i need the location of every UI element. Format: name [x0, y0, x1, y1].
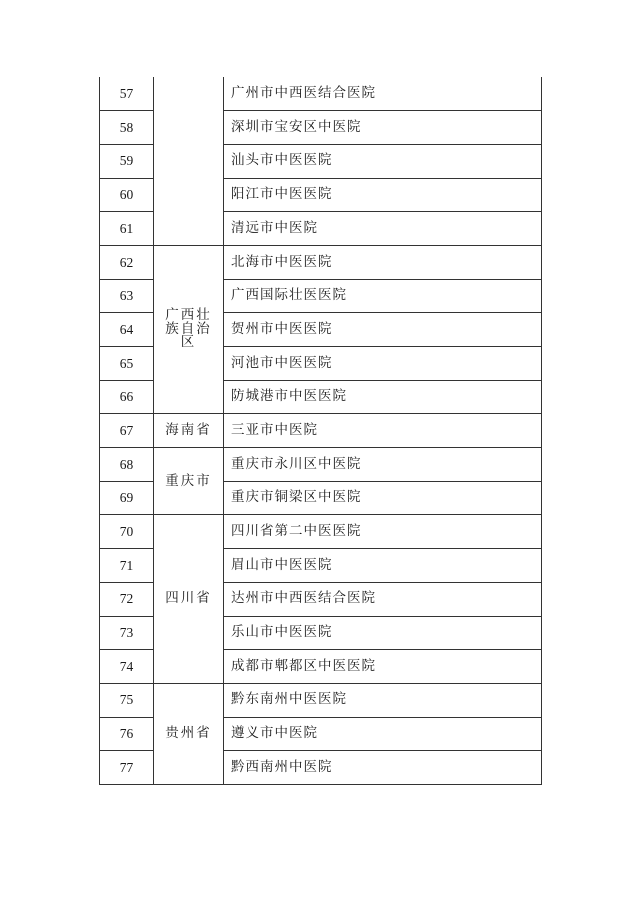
province-cell-guangxi: 广西壮族自治区	[154, 245, 224, 413]
hospital-name: 达州市中西医结合医院	[224, 582, 542, 616]
row-number: 68	[100, 448, 154, 482]
hospital-name: 三亚市中医院	[224, 414, 542, 448]
hospital-name: 汕头市中医医院	[224, 144, 542, 178]
row-number: 76	[100, 717, 154, 751]
hospital-name: 眉山市中医医院	[224, 549, 542, 583]
hospital-name: 深圳市宝安区中医院	[224, 111, 542, 145]
row-number: 60	[100, 178, 154, 212]
row-number: 71	[100, 549, 154, 583]
row-number: 65	[100, 347, 154, 381]
table-row	[100, 448, 542, 482]
hospital-name: 重庆市永川区中医院	[224, 448, 542, 482]
province-cell-hainan: 海南省	[154, 414, 224, 448]
row-number: 73	[100, 616, 154, 650]
hospital-name: 黔西南州中医院	[224, 751, 542, 785]
row-number: 64	[100, 313, 154, 347]
row-number: 72	[100, 582, 154, 616]
hospital-name: 广西国际壮医医院	[224, 279, 542, 313]
row-number: 61	[100, 212, 154, 246]
row-number: 67	[100, 414, 154, 448]
hospital-name: 阳江市中医医院	[224, 178, 542, 212]
row-number: 62	[100, 245, 154, 279]
province-cell-chongqing: 重庆市	[154, 448, 224, 515]
hospital-name: 贺州市中医医院	[224, 313, 542, 347]
hospital-name: 遵义市中医院	[224, 717, 542, 751]
row-number: 63	[100, 279, 154, 313]
hospital-table	[99, 77, 542, 785]
row-number: 57	[100, 77, 154, 111]
row-number: 69	[100, 481, 154, 515]
province-cell-guizhou: 贵州省	[154, 683, 224, 784]
row-number: 58	[100, 111, 154, 145]
row-number: 66	[100, 380, 154, 414]
table-row	[100, 414, 542, 448]
hospital-name: 四川省第二中医医院	[224, 515, 542, 549]
hospital-name: 河池市中医医院	[224, 347, 542, 381]
row-number: 77	[100, 751, 154, 785]
row-number: 70	[100, 515, 154, 549]
table-row	[100, 245, 542, 279]
hospital-name: 成都市郫都区中医医院	[224, 650, 542, 684]
hospital-name: 广州市中西医结合医院	[224, 77, 542, 111]
province-cell-guangdong	[154, 77, 224, 245]
table-row	[100, 515, 542, 549]
table-row	[100, 77, 542, 111]
hospital-name: 北海市中医医院	[224, 245, 542, 279]
row-number: 59	[100, 144, 154, 178]
row-number: 75	[100, 683, 154, 717]
hospital-name: 清远市中医院	[224, 212, 542, 246]
province-cell-sichuan: 四川省	[154, 515, 224, 683]
hospital-name: 防城港市中医医院	[224, 380, 542, 414]
hospital-name: 重庆市铜梁区中医院	[224, 481, 542, 515]
hospital-name: 黔东南州中医医院	[224, 683, 542, 717]
table-row	[100, 683, 542, 717]
row-number: 74	[100, 650, 154, 684]
hospital-name: 乐山市中医医院	[224, 616, 542, 650]
